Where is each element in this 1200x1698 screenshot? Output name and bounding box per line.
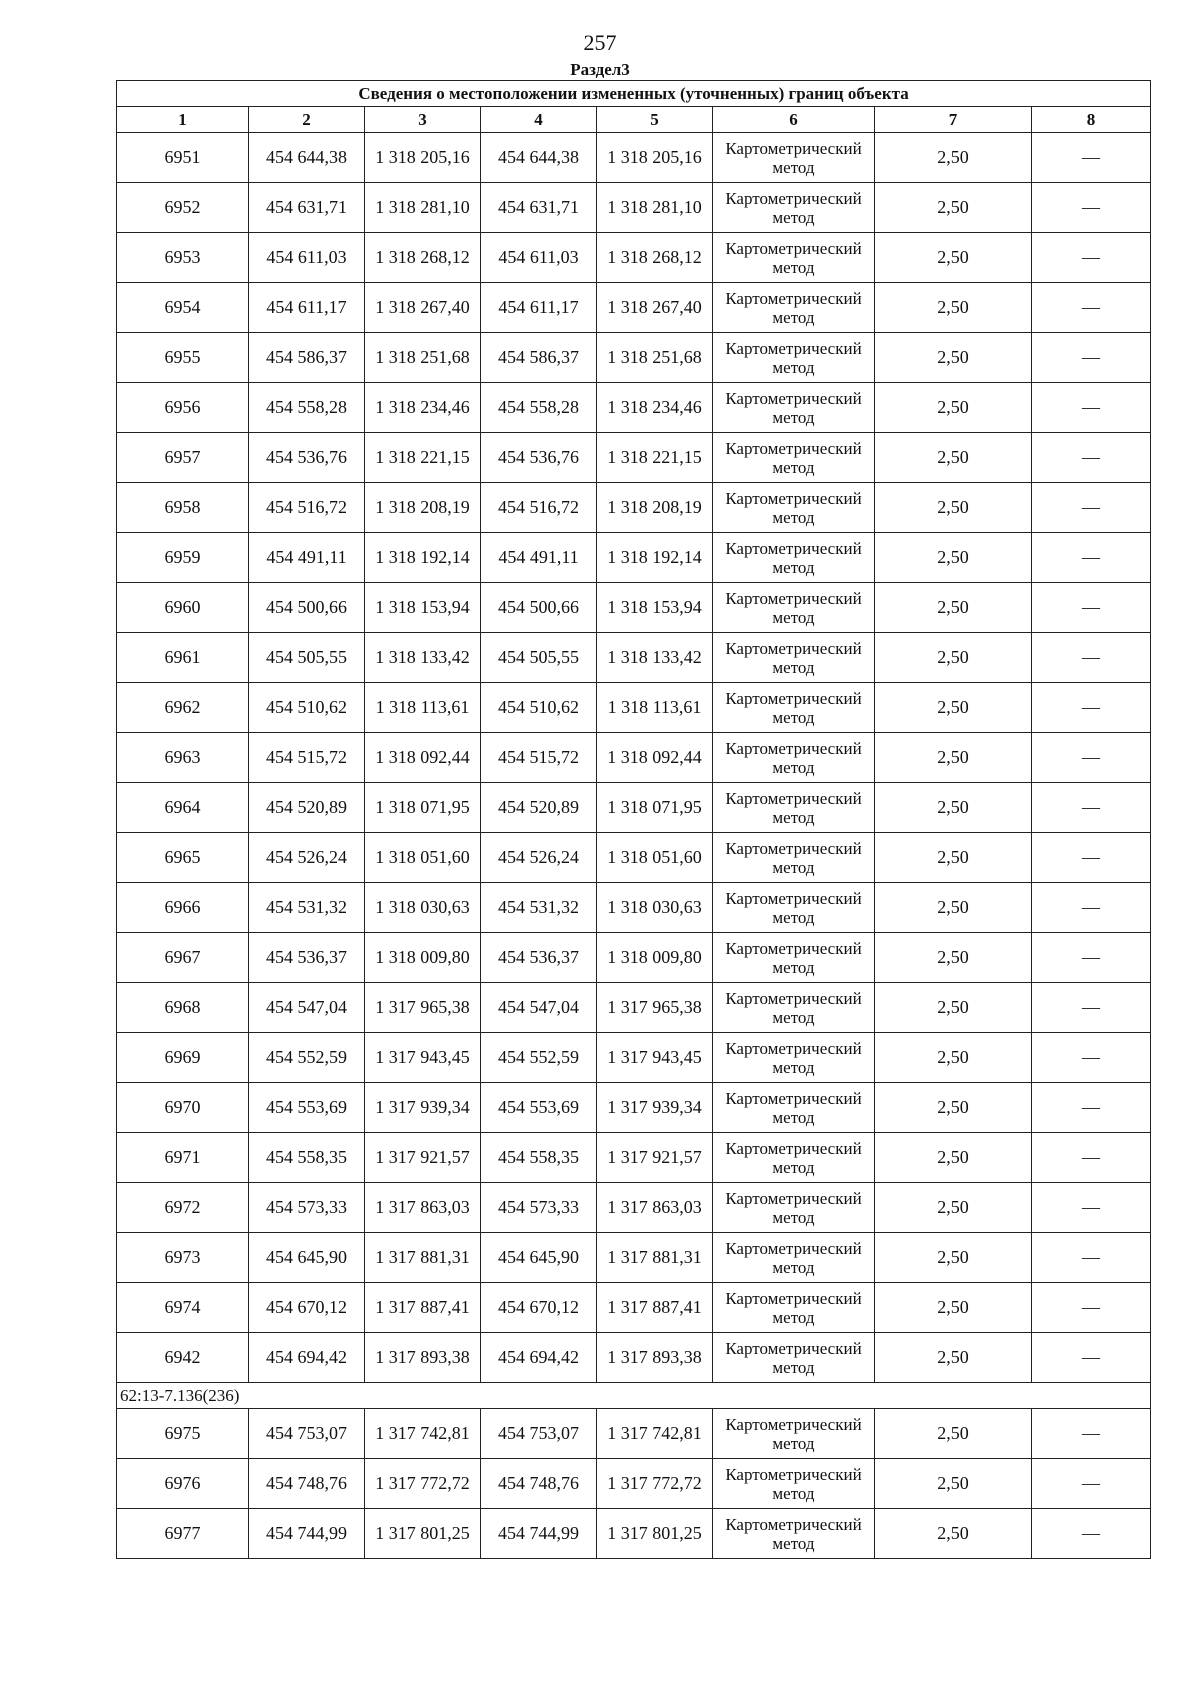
cell-accuracy: 2,50 [875,1033,1032,1083]
cell-point-number: 6955 [117,333,249,383]
cell-description: — [1032,783,1151,833]
table-row [117,1233,1151,1283]
cell-accuracy: 2,50 [875,1333,1032,1383]
table-row [117,683,1151,733]
cell-y-existing: 1 317 801,25 [365,1509,481,1559]
cell-y-existing: 1 317 893,38 [365,1333,481,1383]
cell-point-number: 6963 [117,733,249,783]
cell-description: — [1032,883,1151,933]
cell-x-existing: 454 536,37 [249,933,365,983]
cell-accuracy: 2,50 [875,133,1032,183]
cell-x-existing: 454 500,66 [249,583,365,633]
cell-y-new: 1 318 071,95 [597,783,713,833]
cell-x-existing: 454 526,24 [249,833,365,883]
cell-method: Картометрический метод [713,133,875,183]
cell-x-existing: 454 558,28 [249,383,365,433]
cell-point-number: 6958 [117,483,249,533]
cell-accuracy: 2,50 [875,1459,1032,1509]
cell-y-new: 1 318 092,44 [597,733,713,783]
cell-point-number: 6956 [117,383,249,433]
cell-x-existing: 454 748,76 [249,1459,365,1509]
column-number-6: 6 [713,107,875,133]
cell-accuracy: 2,50 [875,933,1032,983]
cell-accuracy: 2,50 [875,1233,1032,1283]
cadastral-group-label: 62:13-7.136(236) [117,1383,1151,1409]
cell-description: — [1032,683,1151,733]
cell-y-existing: 1 318 133,42 [365,633,481,683]
cell-method: Картометрический метод [713,833,875,883]
group-row [117,1383,1151,1409]
cell-method: Картометрический метод [713,1459,875,1509]
cell-x-new: 454 516,72 [481,483,597,533]
cell-accuracy: 2,50 [875,683,1032,733]
cell-x-existing: 454 753,07 [249,1409,365,1459]
table-row [117,183,1151,233]
table-body [117,133,1151,1559]
cell-y-existing: 1 318 051,60 [365,833,481,883]
table-row [117,933,1151,983]
cell-method: Картометрический метод [713,733,875,783]
cell-method: Картометрический метод [713,1509,875,1559]
cell-description: — [1032,1133,1151,1183]
cell-accuracy: 2,50 [875,1509,1032,1559]
cell-accuracy: 2,50 [875,433,1032,483]
cell-accuracy: 2,50 [875,183,1032,233]
cell-accuracy: 2,50 [875,533,1032,583]
table-row [117,633,1151,683]
cell-y-new: 1 317 921,57 [597,1133,713,1183]
cell-accuracy: 2,50 [875,1133,1032,1183]
cell-y-new: 1 318 208,19 [597,483,713,533]
cell-accuracy: 2,50 [875,833,1032,883]
cell-method: Картометрический метод [713,983,875,1033]
column-number-8: 8 [1032,107,1151,133]
cell-x-new: 454 515,72 [481,733,597,783]
cell-description: — [1032,283,1151,333]
table-row [117,483,1151,533]
cell-x-new: 454 611,03 [481,233,597,283]
cell-x-existing: 454 744,99 [249,1509,365,1559]
cell-x-existing: 454 516,72 [249,483,365,533]
cell-description: — [1032,333,1151,383]
cell-y-new: 1 318 009,80 [597,933,713,983]
cell-y-new: 1 318 051,60 [597,833,713,883]
cell-x-existing: 454 531,32 [249,883,365,933]
cell-x-new: 454 748,76 [481,1459,597,1509]
cell-method: Картометрический метод [713,183,875,233]
cell-point-number: 6962 [117,683,249,733]
table-row [117,583,1151,633]
cell-description: — [1032,1083,1151,1133]
cell-description: — [1032,833,1151,883]
cell-y-existing: 1 317 921,57 [365,1133,481,1183]
cell-accuracy: 2,50 [875,483,1032,533]
cell-x-existing: 454 586,37 [249,333,365,383]
table-row [117,283,1151,333]
column-number-5: 5 [597,107,713,133]
cell-accuracy: 2,50 [875,583,1032,633]
cell-y-existing: 1 317 742,81 [365,1409,481,1459]
cell-y-existing: 1 318 281,10 [365,183,481,233]
cell-y-existing: 1 317 863,03 [365,1183,481,1233]
table-row [117,1409,1151,1459]
cell-description: — [1032,1183,1151,1233]
cell-accuracy: 2,50 [875,1083,1032,1133]
table-row [117,983,1151,1033]
cell-x-new: 454 558,35 [481,1133,597,1183]
cell-description: — [1032,633,1151,683]
cell-method: Картометрический метод [713,583,875,633]
cell-x-new: 454 645,90 [481,1233,597,1283]
cell-x-new: 454 753,07 [481,1409,597,1459]
cell-y-existing: 1 318 192,14 [365,533,481,583]
table-row [117,783,1151,833]
cell-method: Картометрический метод [713,783,875,833]
cell-point-number: 6964 [117,783,249,833]
cell-y-new: 1 317 863,03 [597,1183,713,1233]
cell-x-new: 454 547,04 [481,983,597,1033]
cell-accuracy: 2,50 [875,733,1032,783]
cell-x-new: 454 553,69 [481,1083,597,1133]
cell-y-existing: 1 318 267,40 [365,283,481,333]
column-number-1: 1 [117,107,249,133]
cell-y-new: 1 317 881,31 [597,1233,713,1283]
table-row [117,1133,1151,1183]
table-row [117,733,1151,783]
cell-accuracy: 2,50 [875,383,1032,433]
cell-method: Картометрический метод [713,483,875,533]
cell-method: Картометрический метод [713,1133,875,1183]
section-title: Раздел3 [570,60,630,79]
cell-point-number: 6967 [117,933,249,983]
column-number-4: 4 [481,107,597,133]
cell-x-existing: 454 536,76 [249,433,365,483]
cell-method: Картометрический метод [713,1183,875,1233]
cell-y-existing: 1 318 234,46 [365,383,481,433]
column-number-3: 3 [365,107,481,133]
cell-x-existing: 454 611,17 [249,283,365,333]
page-number: 257 [583,30,617,55]
cell-accuracy: 2,50 [875,783,1032,833]
cell-y-existing: 1 317 772,72 [365,1459,481,1509]
cell-x-existing: 454 510,62 [249,683,365,733]
cell-method: Картометрический метод [713,1283,875,1333]
cell-x-existing: 454 558,35 [249,1133,365,1183]
cell-point-number: 6976 [117,1459,249,1509]
cell-y-new: 1 317 801,25 [597,1509,713,1559]
table-row [117,883,1151,933]
cell-point-number: 6971 [117,1133,249,1183]
cell-description: — [1032,1409,1151,1459]
column-number-row [117,107,1151,133]
cell-method: Картометрический метод [713,283,875,333]
cell-point-number: 6972 [117,1183,249,1233]
cell-x-existing: 454 644,38 [249,133,365,183]
cell-y-new: 1 317 772,72 [597,1459,713,1509]
table-row [117,383,1151,433]
table-row [117,1083,1151,1133]
cell-method: Картометрический метод [713,1409,875,1459]
cell-y-existing: 1 318 268,12 [365,233,481,283]
cell-point-number: 6960 [117,583,249,633]
cell-method: Картометрический метод [713,333,875,383]
cell-method: Картометрический метод [713,383,875,433]
table-row [117,133,1151,183]
cell-y-existing: 1 318 205,16 [365,133,481,183]
cell-x-new: 454 505,55 [481,633,597,683]
cell-x-existing: 454 552,59 [249,1033,365,1083]
cell-x-existing: 454 694,42 [249,1333,365,1383]
cell-method: Картометрический метод [713,883,875,933]
cell-method: Картометрический метод [713,533,875,583]
cell-method: Картометрический метод [713,683,875,733]
cell-description: — [1032,933,1151,983]
cell-y-existing: 1 318 092,44 [365,733,481,783]
cell-x-new: 454 552,59 [481,1033,597,1083]
cell-point-number: 6966 [117,883,249,933]
cell-point-number: 6957 [117,433,249,483]
cell-method: Картометрический метод [713,1083,875,1133]
cell-accuracy: 2,50 [875,1283,1032,1333]
cell-y-existing: 1 318 208,19 [365,483,481,533]
cell-method: Картометрический метод [713,1233,875,1283]
cell-accuracy: 2,50 [875,333,1032,383]
cell-accuracy: 2,50 [875,633,1032,683]
cell-description: — [1032,983,1151,1033]
cell-method: Картометрический метод [713,1033,875,1083]
cell-point-number: 6969 [117,1033,249,1083]
cell-x-new: 454 558,28 [481,383,597,433]
cell-y-new: 1 317 893,38 [597,1333,713,1383]
cell-point-number: 6974 [117,1283,249,1333]
cell-y-new: 1 318 221,15 [597,433,713,483]
column-number-7: 7 [875,107,1032,133]
cell-description: — [1032,1333,1151,1383]
cell-description: — [1032,1033,1151,1083]
cell-point-number: 6968 [117,983,249,1033]
boundary-coordinates-table [116,80,1151,1559]
cell-description: — [1032,1283,1151,1333]
cell-point-number: 6965 [117,833,249,883]
cell-x-existing: 454 505,55 [249,633,365,683]
cell-point-number: 6977 [117,1509,249,1559]
cell-x-new: 454 491,11 [481,533,597,583]
cell-description: — [1032,183,1151,233]
cell-x-existing: 454 670,12 [249,1283,365,1333]
cell-x-new: 454 536,76 [481,433,597,483]
cell-y-new: 1 317 943,45 [597,1033,713,1083]
cell-x-new: 454 644,38 [481,133,597,183]
cell-y-new: 1 318 030,63 [597,883,713,933]
cell-accuracy: 2,50 [875,283,1032,333]
table-caption: Сведения о местоположении измененных (уточненных) границ объекта [117,81,1151,107]
cell-method: Картометрический метод [713,633,875,683]
cell-point-number: 6975 [117,1409,249,1459]
cell-description: — [1032,383,1151,433]
cell-description: — [1032,1509,1151,1559]
cell-x-new: 454 526,24 [481,833,597,883]
cell-x-existing: 454 515,72 [249,733,365,783]
table-row [117,1283,1151,1333]
cell-description: — [1032,133,1151,183]
cell-accuracy: 2,50 [875,1183,1032,1233]
cell-y-existing: 1 318 030,63 [365,883,481,933]
table-row [117,333,1151,383]
cell-y-new: 1 318 251,68 [597,333,713,383]
cell-y-existing: 1 318 221,15 [365,433,481,483]
table-row [117,833,1151,883]
cell-x-new: 454 500,66 [481,583,597,633]
cell-description: — [1032,433,1151,483]
cell-y-new: 1 318 268,12 [597,233,713,283]
cell-x-new: 454 531,32 [481,883,597,933]
cell-accuracy: 2,50 [875,983,1032,1033]
cell-point-number: 6952 [117,183,249,233]
cell-y-new: 1 318 113,61 [597,683,713,733]
cell-y-existing: 1 317 887,41 [365,1283,481,1333]
cell-method: Картометрический метод [713,233,875,283]
cell-description: — [1032,483,1151,533]
cell-y-existing: 1 317 943,45 [365,1033,481,1083]
cell-x-existing: 454 520,89 [249,783,365,833]
cell-y-new: 1 318 281,10 [597,183,713,233]
cell-x-new: 454 694,42 [481,1333,597,1383]
cell-y-existing: 1 318 251,68 [365,333,481,383]
cell-point-number: 6970 [117,1083,249,1133]
cell-x-existing: 454 491,11 [249,533,365,583]
cell-y-existing: 1 318 071,95 [365,783,481,833]
cell-x-new: 454 611,17 [481,283,597,333]
cell-x-new: 454 586,37 [481,333,597,383]
cell-description: — [1032,733,1151,783]
cell-x-existing: 454 611,03 [249,233,365,283]
cell-x-existing: 454 553,69 [249,1083,365,1133]
cell-y-existing: 1 318 113,61 [365,683,481,733]
cell-y-new: 1 317 887,41 [597,1283,713,1333]
cell-point-number: 6953 [117,233,249,283]
cell-method: Картометрический метод [713,433,875,483]
table-row [117,533,1151,583]
cell-accuracy: 2,50 [875,233,1032,283]
cell-description: — [1032,533,1151,583]
cell-x-new: 454 670,12 [481,1283,597,1333]
cell-point-number: 6959 [117,533,249,583]
cell-x-new: 454 631,71 [481,183,597,233]
table-row [117,1183,1151,1233]
cell-x-existing: 454 573,33 [249,1183,365,1233]
cell-y-new: 1 318 153,94 [597,583,713,633]
cell-y-existing: 1 318 153,94 [365,583,481,633]
cell-x-existing: 454 547,04 [249,983,365,1033]
cell-y-new: 1 317 742,81 [597,1409,713,1459]
cell-description: — [1032,233,1151,283]
cell-x-new: 454 744,99 [481,1509,597,1559]
table-row [117,433,1151,483]
cell-y-new: 1 318 192,14 [597,533,713,583]
cell-method: Картометрический метод [713,933,875,983]
cell-x-existing: 454 631,71 [249,183,365,233]
table-row [117,1033,1151,1083]
cell-y-new: 1 318 234,46 [597,383,713,433]
cell-point-number: 6973 [117,1233,249,1283]
cell-y-existing: 1 317 965,38 [365,983,481,1033]
table-row [117,233,1151,283]
cell-y-new: 1 317 939,34 [597,1083,713,1133]
cell-point-number: 6954 [117,283,249,333]
cell-y-existing: 1 317 881,31 [365,1233,481,1283]
cell-accuracy: 2,50 [875,1409,1032,1459]
cell-y-new: 1 317 965,38 [597,983,713,1033]
cell-y-new: 1 318 205,16 [597,133,713,183]
cell-accuracy: 2,50 [875,883,1032,933]
cell-method: Картометрический метод [713,1333,875,1383]
cell-x-new: 454 520,89 [481,783,597,833]
cell-description: — [1032,1459,1151,1509]
cell-x-new: 454 510,62 [481,683,597,733]
cell-x-new: 454 573,33 [481,1183,597,1233]
cell-y-new: 1 318 267,40 [597,283,713,333]
cell-y-existing: 1 317 939,34 [365,1083,481,1133]
cell-description: — [1032,583,1151,633]
column-number-2: 2 [249,107,365,133]
table-row [117,1459,1151,1509]
cell-point-number: 6942 [117,1333,249,1383]
cell-x-new: 454 536,37 [481,933,597,983]
cell-point-number: 6951 [117,133,249,183]
table-row [117,1333,1151,1383]
cell-y-existing: 1 318 009,80 [365,933,481,983]
cell-y-new: 1 318 133,42 [597,633,713,683]
cell-point-number: 6961 [117,633,249,683]
cell-x-existing: 454 645,90 [249,1233,365,1283]
table-row [117,1509,1151,1559]
cell-description: — [1032,1233,1151,1283]
